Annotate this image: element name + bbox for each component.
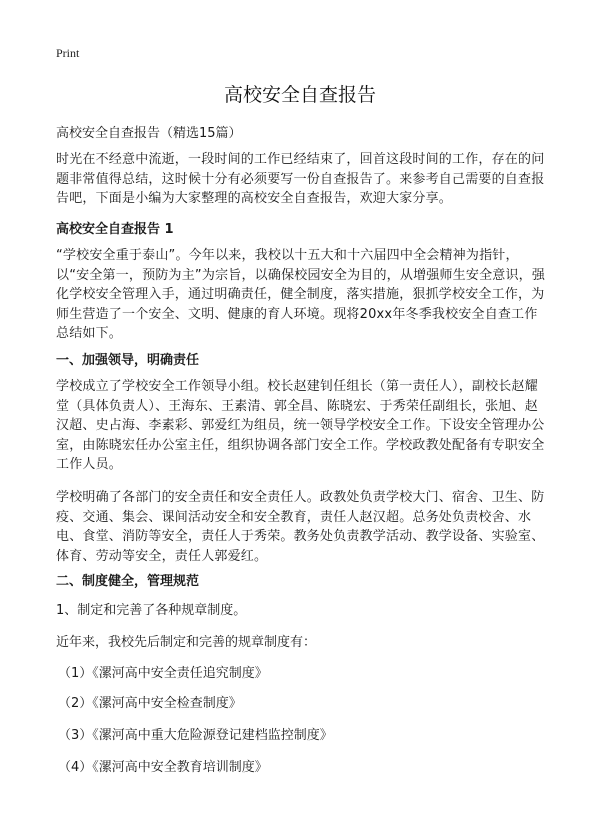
list-item: （4）《漯河高中安全教育培训制度》 <box>58 760 268 775</box>
paragraph-3: 学校明确了各部门的安全责任和安全责任人。政教处负责学校大门、宿舍、卫生、防疫、交通、集会、课间活动安全和安全教育，责任人赵汉超。总务处负责校舍、水电、食堂、消防等安全，责任人于秀荣。教务处负责教学活动、教学设备、实验室、体育、劳动等安全，责任人郭爱红。 <box>56 490 545 564</box>
page-title: 高校安全自查报告 <box>223 84 376 106</box>
document-subtitle: 高校安全自查报告（精选15篇） <box>56 126 242 141</box>
list-item: （3）《漯河高中重大危险源登记建档监控制度》 <box>58 728 333 743</box>
section-2-heading: 二、制度健全，管理规范 <box>56 574 200 589</box>
paragraph-2: 学校成立了学校安全工作领导小组。校长赵建钊任组长（第一责任人），副校长赵耀堂（具体负责人）、王海东、王素清、郭全昌、陈晓宏、于秀荣任副组长，张旭、赵汉超、史占海、李素彩、郭爱红为组员，统一领导学校安全工作。下设安全管理办公室，由陈晓宏任办公室主任，组织协调各部门安全工作。学校政教处配备有专职安全工作人员。 <box>56 379 545 472</box>
list-item: （2）《漯河高中安全检查制度》 <box>58 696 242 711</box>
report-heading: 高校安全自查报告 1 <box>56 222 174 237</box>
section-1-heading: 一、加强领导，明确责任 <box>56 353 200 368</box>
list-item: （1）《漯河高中安全责任追究制度》 <box>58 666 268 681</box>
print-link[interactable]: Print <box>56 46 80 60</box>
rules-statement: 1、制定和完善了各种规章制度。 <box>56 603 247 618</box>
paragraph-1: “学校安全重于泰山”。今年以来，我校以十五大和十六届四中全会精神为指针，以“安全第一，预防为主”为宗旨，以确保校园安全为目的，从增强师生安全意识，强化学校安全管理入手，通过明确责任，健全制度，落实措施，狠抓学校安全工作，为师生营造了一个安全、文明、健康的育人环境。现将20xx年冬季我校安全自查工作总结如下。 <box>56 248 546 341</box>
rules-intro-line: 近年来，我校先后制定和完善的规章制度有： <box>56 635 317 650</box>
intro-paragraph: 时光在不经意中流逝，一段时间的工作已经结束了，回首这段时间的工作，存在的问题非常值得总结，这时候十分有必须要写一份自查报告了。来参考自己需要的自查报告吧，下面是小编为大家整理的高校安全自查报告，欢迎大家分享。 <box>56 152 545 206</box>
